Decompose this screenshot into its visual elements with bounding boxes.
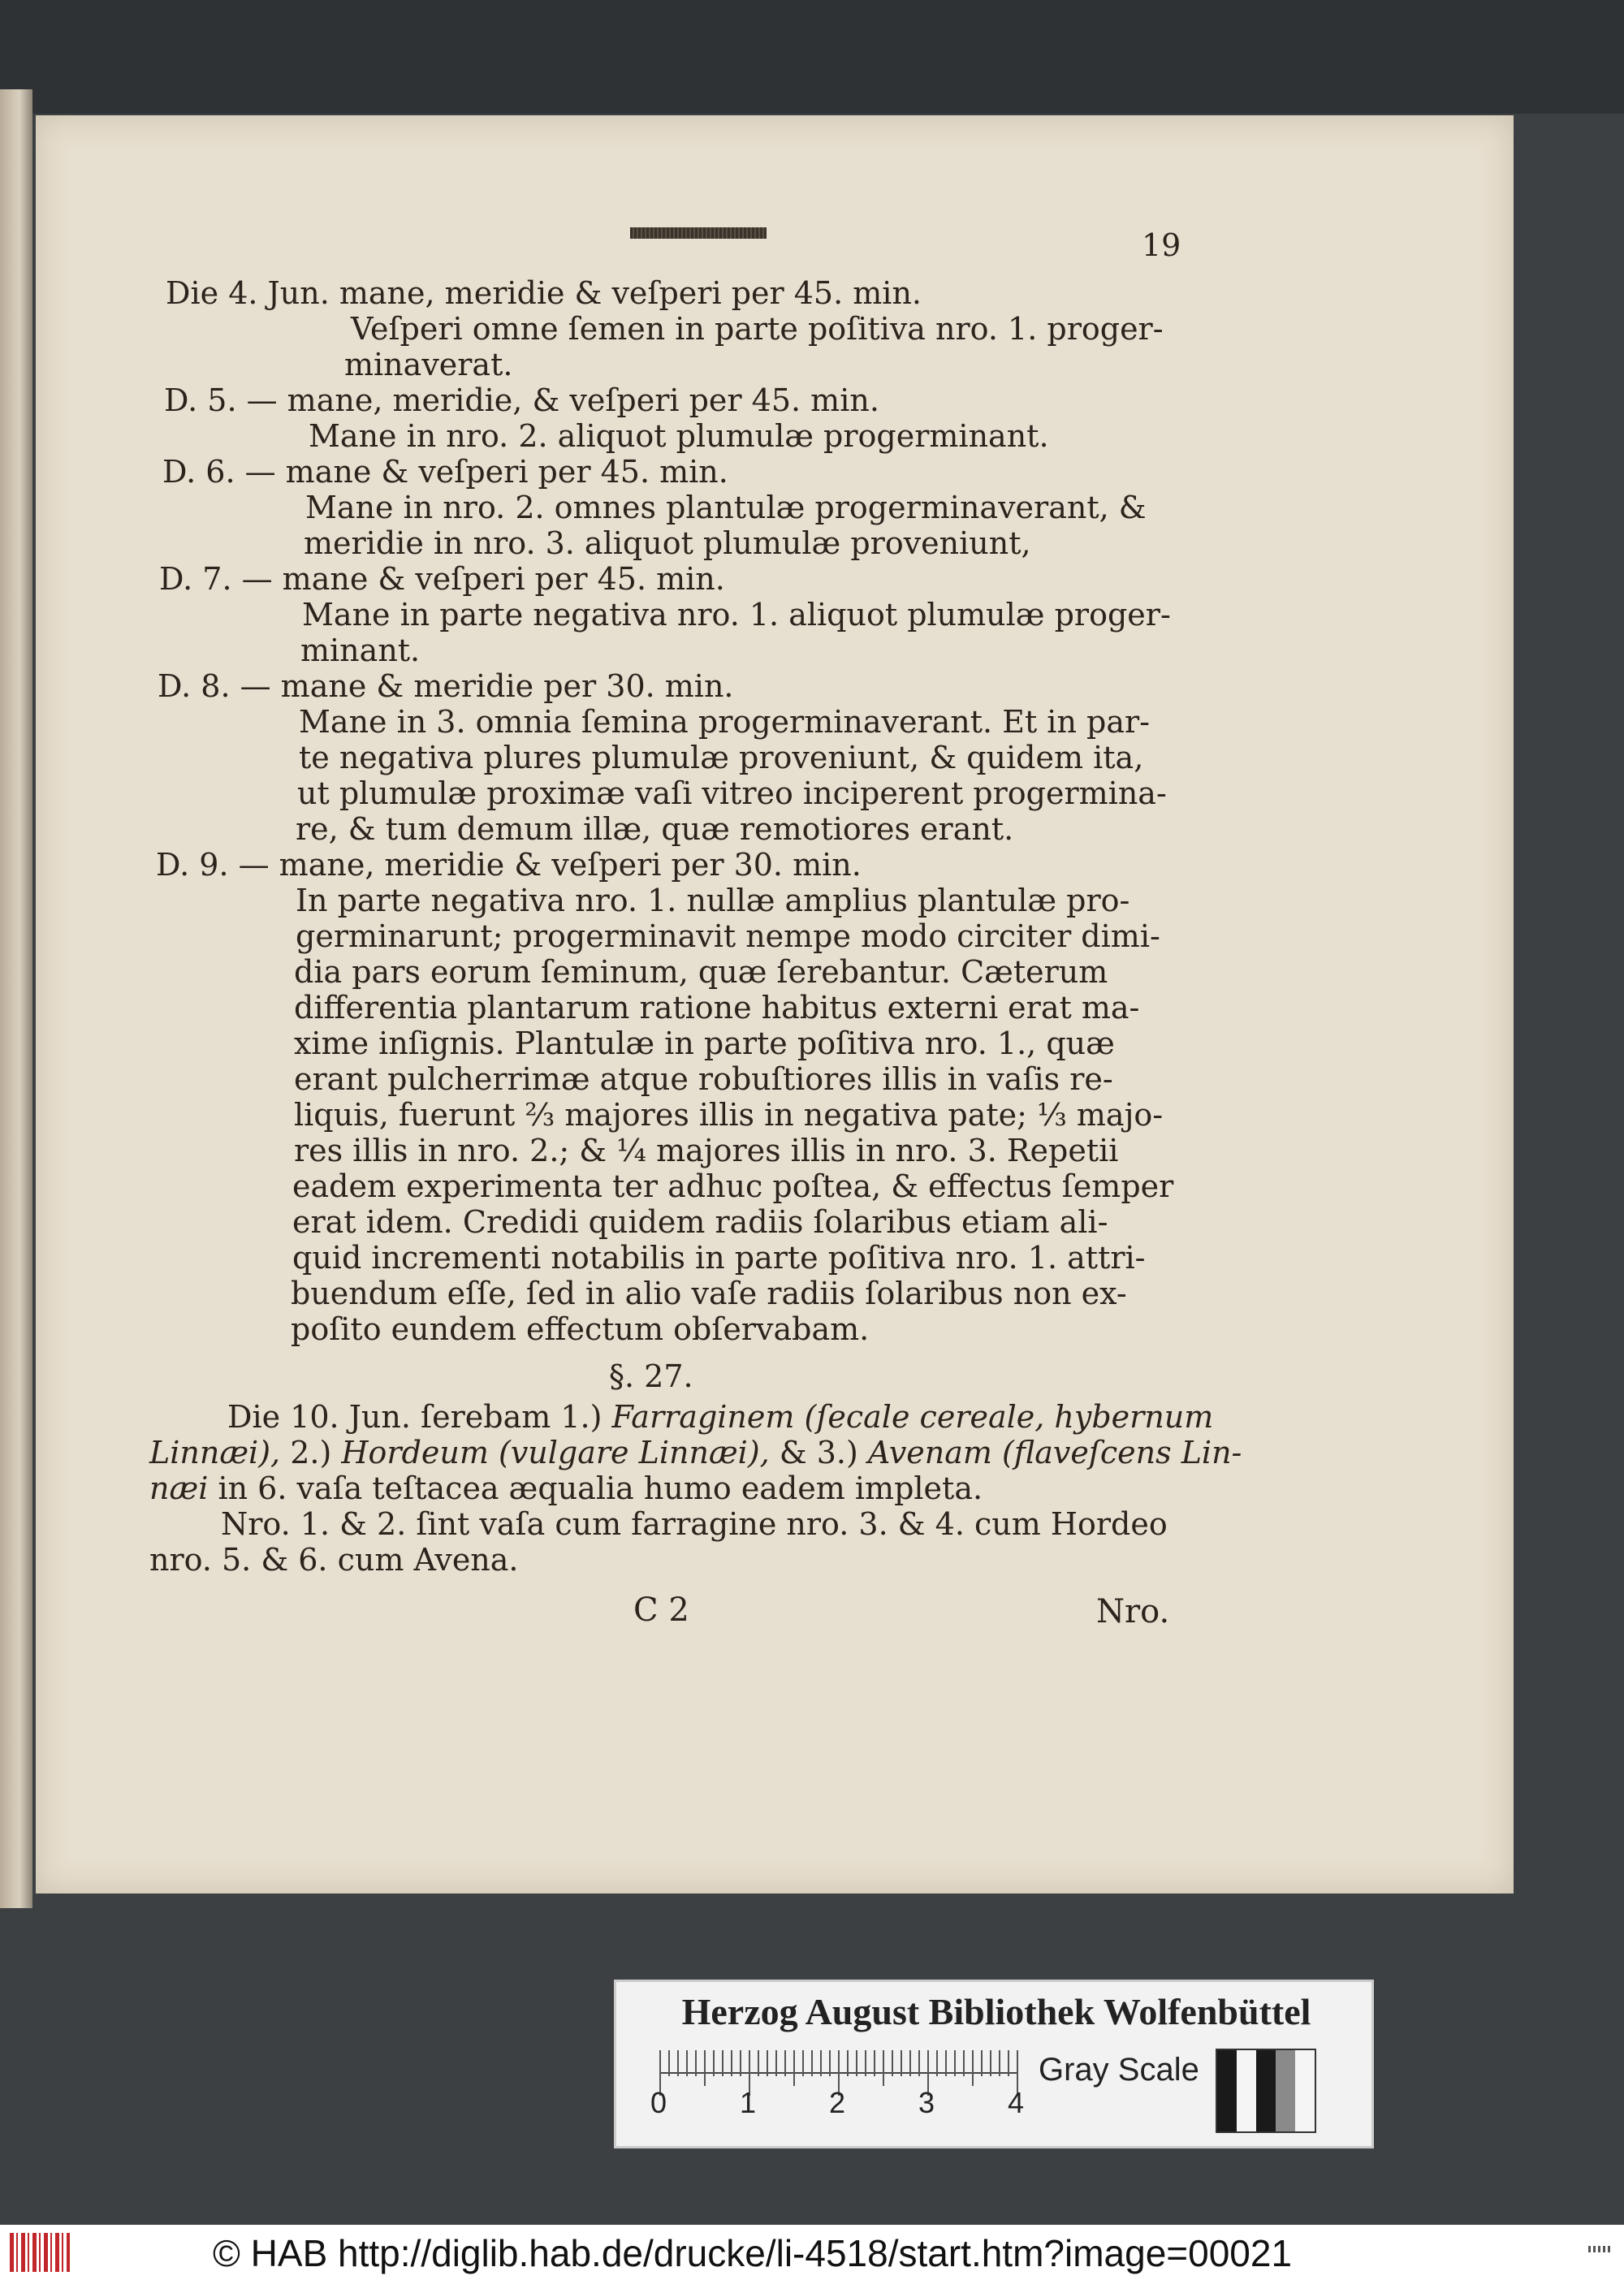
text-line: differentia plantarum ratione habitus externi erat ma- bbox=[294, 990, 1140, 1026]
previous-page-edge bbox=[0, 89, 32, 1908]
footer-copyright-url[interactable]: © HAB http://diglib.hab.de/drucke/li-4518/start.htm?image=00021 bbox=[213, 2232, 1293, 2274]
text-line: minant. bbox=[300, 633, 421, 668]
text-line: liquis, fuerunt ⅔ majores illis in negativa pate; ⅓ majo- bbox=[294, 1097, 1164, 1133]
grayscale-swatch bbox=[1217, 2050, 1237, 2131]
text-line: D. 8. — mane & meridie per 30. min. bbox=[158, 668, 734, 704]
hab-logo-icon bbox=[10, 2233, 70, 2272]
ruler-number: 1 bbox=[740, 2086, 757, 2119]
text-line: meridie in nro. 3. aliquot plumulæ proveniunt, bbox=[304, 525, 1031, 561]
header-ornament bbox=[630, 227, 767, 239]
ruler-number: 3 bbox=[918, 2086, 935, 2119]
text-line: Nro. 1. & 2. ſint vaſa cum farragine nro. 3. & 4. cum Hordeo bbox=[221, 1506, 1168, 1542]
text-line: Mane in nro. 2. omnes plantulæ progerminaverant, & bbox=[305, 490, 1147, 525]
text-line: minaverat. bbox=[344, 347, 513, 382]
text-line: næi in 6. vaſa teſtacea æqualia humo eadem impleta. bbox=[149, 1470, 983, 1506]
text-line: D. 7. — mane & veſperi per 45. min. bbox=[159, 561, 725, 597]
text-line: Linnæi), 2.) Hordeum (vulgare Linnæi), & 3.) Avenam (flaveſcens Lin- bbox=[149, 1435, 1242, 1470]
text-line: Mane in 3. omnia ſemina progerminaverant. Et in par- bbox=[299, 704, 1150, 740]
text-line: erat idem. Credidi quidem radiis ſolaribus etiam ali- bbox=[292, 1204, 1108, 1240]
grayscale-swatches bbox=[1216, 2049, 1316, 2133]
book-page bbox=[36, 115, 1514, 1894]
text-line: In parte negativa nro. 1. nullæ amplius plantulæ pro- bbox=[296, 883, 1130, 918]
text-line: Die 10. Jun. ſerebam 1.) Farraginem (ſecale cereale, hybernum bbox=[227, 1399, 1214, 1435]
text-line: Mane in nro. 2. aliquot plumulæ progerminant. bbox=[309, 418, 1049, 454]
text-line: dia pars eorum ſeminum, quæ ſerebantur. Cæterum bbox=[294, 954, 1108, 990]
footer-bar bbox=[0, 2225, 1624, 2280]
text-line: buendum eſſe, ſed in alio vaſe radiis ſolaribus non ex- bbox=[291, 1276, 1127, 1311]
library-name: Herzog August Bibliothek Wolfenbüttel bbox=[681, 1991, 1311, 2032]
ruler-number: 2 bbox=[829, 2086, 846, 2119]
text-line: nro. 5. & 6. cum Avena. bbox=[149, 1542, 519, 1578]
grayscale-swatch bbox=[1276, 2050, 1295, 2131]
text-line: erant pulcherrimæ atque robuſtiores illis in vaſis re- bbox=[294, 1061, 1113, 1097]
catchword: Nro. bbox=[1096, 1593, 1170, 1630]
footer-mark-icon bbox=[1588, 2246, 1613, 2252]
grayscale-swatch bbox=[1295, 2050, 1315, 2131]
text-line: D. 9. — mane, meridie & veſperi per 30. min. bbox=[156, 847, 862, 883]
text-line: xime inſignis. Plantulæ in parte poſitiva nro. 1., quæ bbox=[294, 1026, 1115, 1061]
text-line: germinarunt; progerminavit nempe modo circiter dimi- bbox=[296, 918, 1160, 954]
text-line: re, & tum demum illæ, quæ remotiores erant. bbox=[296, 811, 1014, 847]
text-line: Veſperi omne ſemen in parte poſitiva nro. 1. proger- bbox=[351, 311, 1164, 347]
text-line: te negativa plures plumulæ proveniunt, & quidem ita, bbox=[299, 740, 1144, 775]
grayscale-swatch bbox=[1237, 2050, 1256, 2131]
grayscale-label: Gray Scale bbox=[1039, 2052, 1199, 2088]
scan-top-border bbox=[0, 0, 1624, 114]
text-line: ut plumulæ proximæ vaſi vitreo inciperent progermina- bbox=[297, 775, 1167, 811]
text-line: D. 5. — mane, meridie, & veſperi per 45. min. bbox=[164, 382, 879, 418]
library-color-label bbox=[614, 1980, 1374, 2148]
section-heading: §. 27. bbox=[609, 1358, 693, 1394]
page-number: 19 bbox=[1142, 227, 1181, 263]
text-line: D. 6. — mane & veſperi per 45. min. bbox=[162, 454, 728, 490]
text-line: quid incrementi notabilis in parte poſitiva nro. 1. attri- bbox=[292, 1240, 1146, 1276]
text-line: Die 4. Jun. mane, meridie & veſperi per 45. min. bbox=[166, 275, 922, 311]
text-line: Mane in parte negativa nro. 1. aliquot plumulæ proger- bbox=[302, 597, 1171, 633]
text-line: res illis in nro. 2.; & ¼ majores illis in nro. 3. Repetii bbox=[294, 1133, 1119, 1168]
text-line: poſito eundem effectum obſervabam. bbox=[291, 1311, 870, 1347]
signature-mark: C 2 bbox=[633, 1591, 689, 1629]
text-line: eadem experimenta ter adhuc poſtea, & effectus ſemper bbox=[292, 1168, 1174, 1204]
ruler-number: 0 bbox=[650, 2086, 667, 2119]
grayscale-swatch bbox=[1256, 2050, 1276, 2131]
ruler-number: 4 bbox=[1008, 2086, 1025, 2119]
